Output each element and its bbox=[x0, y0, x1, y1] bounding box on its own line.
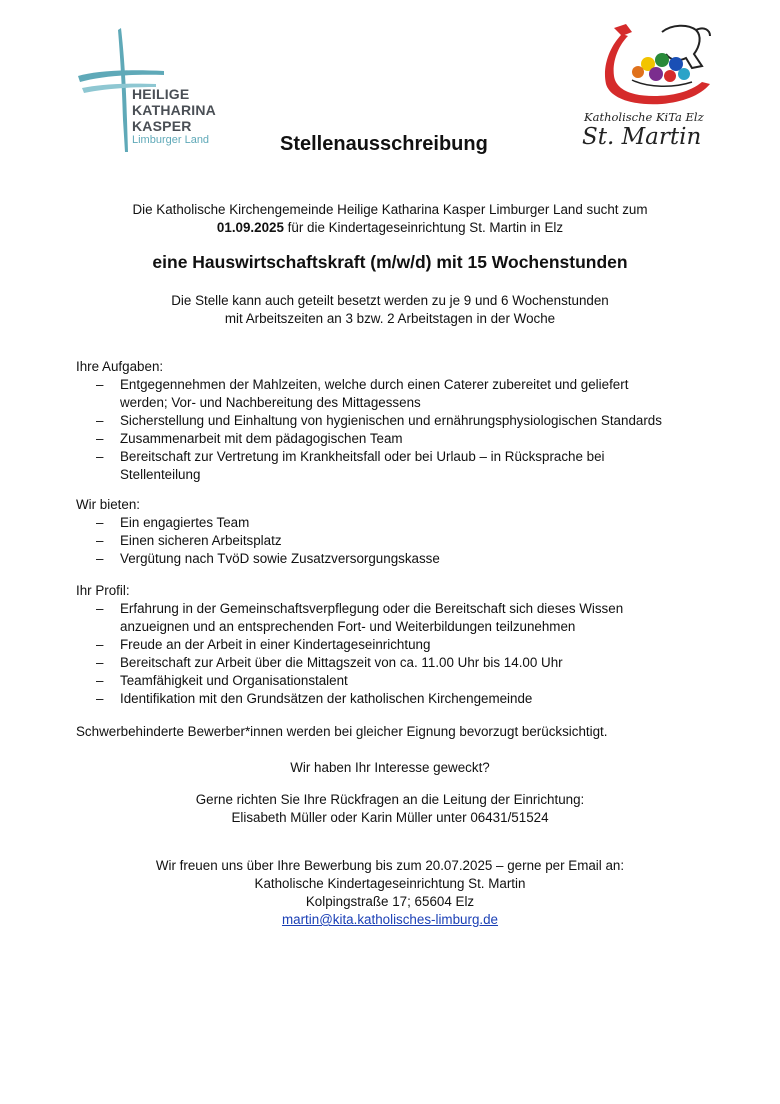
list-item bbox=[76, 672, 716, 690]
kita-logo bbox=[578, 22, 718, 158]
dash-bullet: – bbox=[96, 533, 104, 548]
apply-line-3: Kolpingstraße 17; 65604 Elz bbox=[305, 894, 475, 909]
list-item bbox=[76, 448, 716, 484]
item-line: Teamfähigkeit und Organisationstalent bbox=[120, 673, 348, 688]
item-line: Sicherstellung und Einhaltung von hygienischen und ernährungsphysiologischen Standards bbox=[120, 413, 662, 428]
dash-bullet: – bbox=[96, 449, 104, 464]
item-line: Entgegennehmen der Mahlzeiten, welche durch einen Caterer zubereitet und geliefert bbox=[120, 377, 629, 392]
dash-bullet: – bbox=[96, 413, 104, 428]
intro-line-2-rest: für die Kindertageseinrichtung St. Martin in Elz bbox=[283, 220, 564, 235]
list-item bbox=[76, 430, 716, 448]
item-line: Stellenteilung bbox=[120, 467, 201, 482]
profile-heading: Ihr Profil: bbox=[76, 583, 130, 598]
kita-logo-name: St. Martin bbox=[582, 124, 702, 150]
split-line-2: mit Arbeitszeiten an 3 bzw. 2 Arbeitstagen in der Woche bbox=[224, 311, 556, 326]
parish-logo-line-2: KATHARINA bbox=[132, 102, 216, 118]
list-item bbox=[76, 690, 716, 708]
contact-line-1: Gerne richten Sie Ihre Rückfragen an die Leitung der Einrichtung: bbox=[195, 792, 585, 807]
item-line: werden; Vor- und Nachbereitung des Mittagessens bbox=[120, 395, 421, 410]
item-line: Erfahrung in der Gemeinschaftsverpflegung oder die Bereitschaft sich dieses Wissen bbox=[120, 601, 624, 616]
list-item bbox=[76, 636, 716, 654]
item-line: Vergütung nach TvöD sowie Zusatzversorgungskasse bbox=[120, 551, 440, 566]
list-item bbox=[76, 600, 716, 636]
list-item bbox=[76, 514, 716, 532]
tasks-section bbox=[76, 358, 716, 484]
dash-bullet: – bbox=[96, 515, 104, 530]
parish-logo-line-3: KASPER bbox=[132, 118, 192, 134]
dash-bullet: – bbox=[96, 655, 104, 670]
profile-list bbox=[76, 600, 716, 708]
start-date: 01.09.2025 bbox=[216, 220, 284, 235]
item-line: anzueignen und an entsprechenden Fort- und Weiterbildungen teilzunehmen bbox=[120, 619, 576, 634]
email-link[interactable]: martin@kita.katholisches-limburg.de bbox=[281, 912, 499, 927]
offer-heading: Wir bieten: bbox=[76, 497, 140, 512]
kita-logo-subtitle: Katholische KiTa Elz bbox=[584, 110, 704, 124]
dash-bullet: – bbox=[96, 551, 104, 566]
tasks-list bbox=[76, 376, 716, 484]
interest-line: Wir haben Ihr Interesse geweckt? bbox=[290, 760, 490, 775]
dash-bullet: – bbox=[96, 691, 104, 706]
offer-list bbox=[76, 514, 716, 568]
item-line: Identifikation mit den Grundsätzen der katholischen Kirchengemeinde bbox=[120, 691, 533, 706]
dash-bullet: – bbox=[96, 601, 104, 616]
email-row bbox=[0, 911, 780, 929]
disability-note: Schwerbehinderte Bewerber*innen werden bei gleicher Eignung bevorzugt berücksichtigt. bbox=[76, 724, 608, 739]
apply-line-2: Katholische Kindertageseinrichtung St. Martin bbox=[254, 876, 526, 891]
intro-line-1: Die Katholische Kirchengemeinde Heilige Katharina Kasper Limburger Land sucht zum bbox=[132, 202, 648, 217]
item-line: Ein engagiertes Team bbox=[120, 515, 250, 530]
split-line-1: Die Stelle kann auch geteilt besetzt werden zu je 9 und 6 Wochenstunden bbox=[171, 293, 609, 308]
page-title: Stellenausschreibung bbox=[280, 133, 488, 155]
tasks-heading: Ihre Aufgaben: bbox=[76, 359, 164, 374]
list-item bbox=[76, 654, 716, 672]
position-heading: eine Hauswirtschaftskraft (m/w/d) mit 15 Wochenstunden bbox=[152, 252, 628, 272]
apply-line-1: Wir freuen uns über Ihre Bewerbung bis zum 20.07.2025 – gerne per Email an: bbox=[155, 858, 625, 873]
dash-bullet: – bbox=[96, 637, 104, 652]
item-line: Zusammenarbeit mit dem pädagogischen Team bbox=[120, 431, 403, 446]
parish-logo-line-1: HEILIGE bbox=[132, 86, 190, 102]
offer-section bbox=[76, 496, 716, 568]
parish-logo bbox=[76, 24, 246, 156]
list-item bbox=[76, 550, 716, 568]
list-item bbox=[76, 412, 716, 430]
dash-bullet: – bbox=[96, 673, 104, 688]
list-item bbox=[76, 532, 716, 550]
item-line: Freude an der Arbeit in einer Kindertageseinrichtung bbox=[120, 637, 431, 652]
item-line: Bereitschaft zur Arbeit über die Mittagszeit von ca. 11.00 Uhr bis 14.00 Uhr bbox=[120, 655, 563, 670]
item-line: Einen sicheren Arbeitsplatz bbox=[120, 533, 282, 548]
contact-line-2: Elisabeth Müller oder Karin Müller unter 06431/51524 bbox=[231, 810, 549, 825]
list-item bbox=[76, 376, 716, 412]
dash-bullet: – bbox=[96, 431, 104, 446]
intro-line-2 bbox=[0, 219, 780, 237]
st-martin-emblem-icon bbox=[592, 22, 716, 114]
profile-section bbox=[76, 582, 716, 708]
parish-logo-region: Limburger Land bbox=[132, 134, 210, 146]
dash-bullet: – bbox=[96, 377, 104, 392]
item-line: Bereitschaft zur Vertretung im Krankheitsfall oder bei Urlaub – in Rücksprache bei bbox=[120, 449, 605, 464]
